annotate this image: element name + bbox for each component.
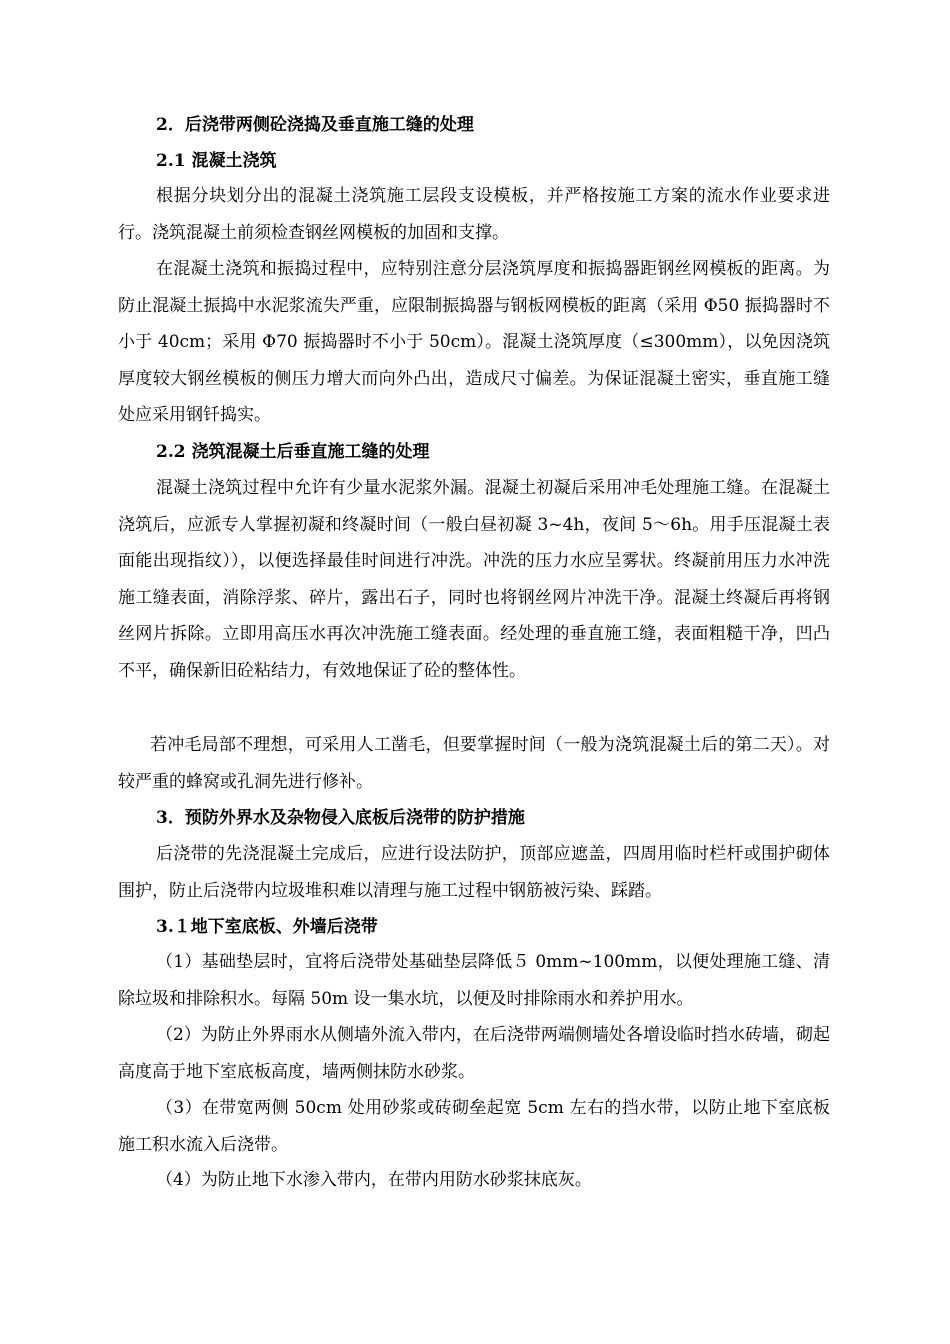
section-heading-3: 3．预防外界水及杂物侵入底板后浇带的防护措施 (156, 808, 525, 828)
section-heading-2: 2．后浇带两侧砼浇捣及垂直施工缝的处理 (156, 115, 474, 135)
paragraph-3: 后浇带的先浇混凝土完成后，应进行设法防护，顶部应遮盖，四周用临时栏杆或围护砌体围护，防止后浇带内垃圾堆积难以清理与施工过程中钢筋被污染、踩踏。 (118, 844, 830, 901)
list-item-1: （1）基础垫层时，宜将后浇带处基础垫层降低５ 0mm~100mm，以便处理施工缝、清除垃圾和排除积水。每隔 50m 设一集水坑，以便及时排除雨水和养护用水。 (118, 952, 830, 1009)
list-item-3: （3）在带宽两侧 50cm 处用砂浆或砖砌垒起宽 5cm 左右的挡水带，以防止地下室底板施工积水流入后浇带。 (118, 1098, 830, 1155)
subsection-heading-2-1: 2.1 混凝土浇筑 (156, 151, 277, 171)
paragraph-2-1-b: 在混凝土浇筑和振捣过程中，应特别注意分层浇筑厚度和振捣器距钢丝网模板的距离。为防止混凝土振捣中水泥浆流失严重，应限制振捣器与钢板网模板的距离（采用 Φ50 振捣器时不小于 40cm；采用 Φ70 振捣器时不小于 50cm）。混凝土浇筑厚度（≤300mm），以免因浇筑厚度较大钢丝模板的侧压力增大而向外凸出，造成尺寸偏差。为保证混凝土密实，垂直施工缝处应采用钢钎捣实。 (118, 259, 830, 425)
list-item-4: （4）为防止地下水渗入带内，在带内用防水砂浆抹底灰。 (156, 1170, 592, 1190)
paragraph-2-2-b: 若冲毛局部不理想，可采用人工凿毛，但要掌握时间（一般为浇筑混凝土后的第二天）。对较严重的蜂窝或孔洞先进行修补。 (118, 735, 830, 792)
subsection-heading-2-2: 2.2 浇筑混凝土后垂直施工缝的处理 (156, 442, 430, 462)
list-item-2: （2）为防止外界雨水从侧墙外流入带内，在后浇带两端侧墙处各增设临时挡水砖墙，砌起高度高于地下室底板高度，墙两侧抹防水砂浆。 (118, 1025, 830, 1082)
paragraph-2-1-a: 根据分块划分出的混凝土浇筑施工层段支设模板，并严格按施工方案的流水作业要求进行。浇筑混凝土前须检查钢丝网模板的加固和支撑。 (118, 186, 830, 243)
paragraph-2-2-a: 混凝土浇筑过程中允许有少量水泥浆外漏。混凝土初凝后采用冲毛处理施工缝。在混凝土浇筑后，应派专人掌握初凝和终凝时间（一般白昼初凝 3~4h，夜间 5～6h。用手压混凝土表面能出现指纹）），以便选择最佳时间进行冲洗。冲洗的压力水应呈雾状。终凝前用压力水冲洗施工缝表面，消除浮浆、碎片，露出石子，同时也将钢丝网片冲洗干净。混凝土终凝后再将钢丝网片拆除。立即用高压水再次冲洗施工缝表面。经处理的垂直施工缝，表面粗糙干净，凹凸不平，确保新旧砼粘结力，有效地保证了砼的整体性。 (118, 478, 830, 681)
subsection-heading-3-1: 3.１地下室底板、外墙后浇带 (156, 917, 378, 937)
